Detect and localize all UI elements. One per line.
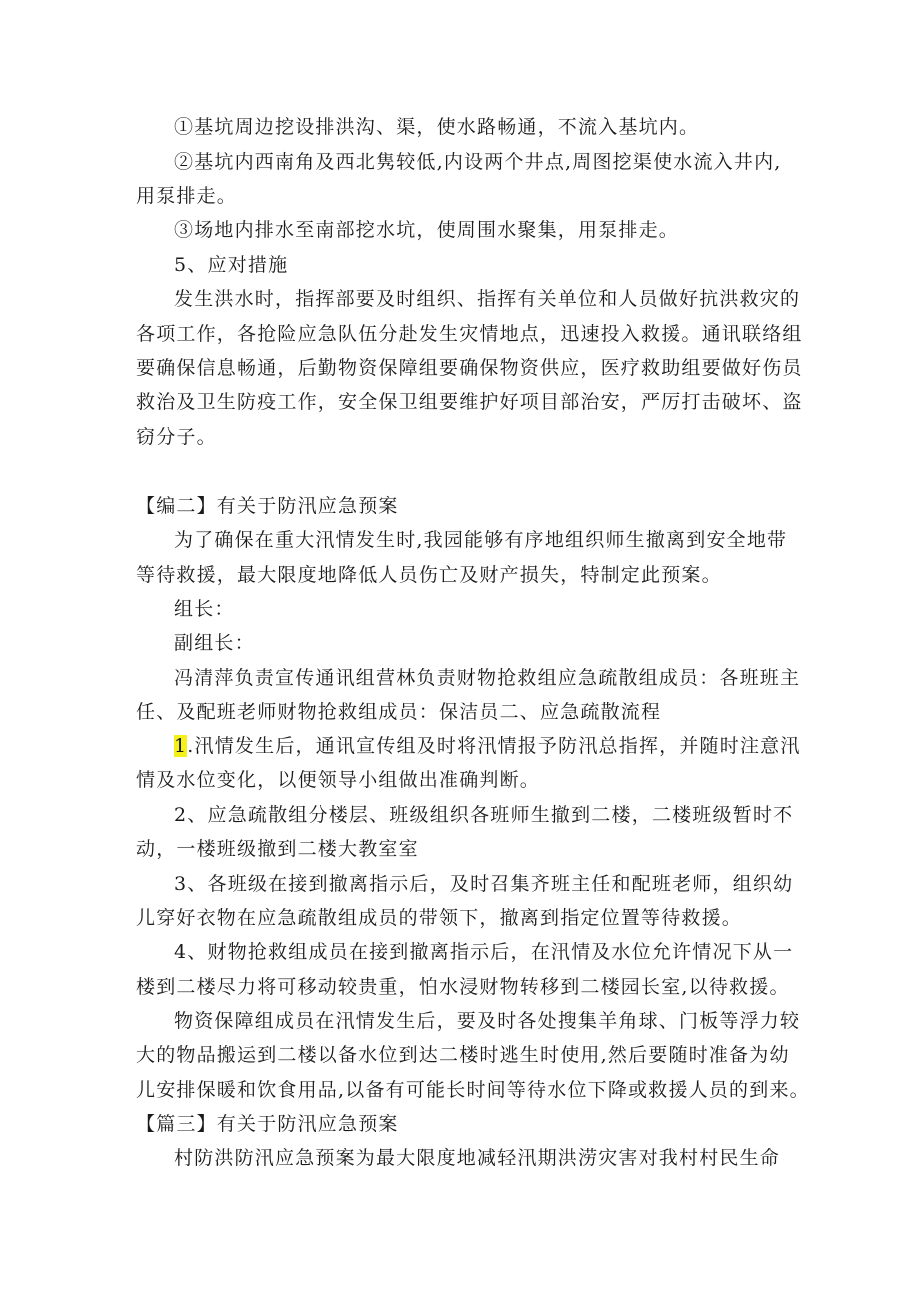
text-line: 发生洪水时，指挥部要及时组织、指挥有关单位和人员做好抗洪救灾的 <box>174 288 801 310</box>
text-line: 物资保障组成员在汛情发生后，要及时各处搜集羊角球、门板等浮力较 <box>174 1010 801 1032</box>
text-line: 情及水位变化，以便领导小组做出准确判断。 <box>136 769 541 791</box>
highlighted-number: 1 <box>174 735 188 757</box>
text-line: 组长： <box>174 598 235 620</box>
text-line: 儿穿好衣物在应急疏散组成员的带领下，撤离到指定位置等待救援。 <box>136 907 743 929</box>
text-line: 冯清萍负责宣传通讯组营林负责财物抢救组应急疏散组成员：各班班主 <box>174 667 801 689</box>
text-line: 副组长： <box>174 632 255 654</box>
text-line: 大的物品搬运到二楼以备水位到达二楼时逃生时使用,然后要随时准备为幼 <box>136 1044 790 1066</box>
text-line: 要确保信息畅通，后勤物资保障组要确保物资供应，医疗救助组要做好伤员 <box>136 357 803 379</box>
text-line: 任、及配班老师财物抢救组成员：保洁员二、应急疏散流程 <box>136 701 662 723</box>
article-heading: 【编二】有关于防汛应急预案 <box>136 495 399 517</box>
text-line: 楼到二楼尽力将可移动较贵重，怕水浸财物转移到二楼园长室,以待救援。 <box>136 976 790 998</box>
text-line: 救治及卫生防疫工作，安全保卫组要维护好项目部治安，严厉打击破坏、盗 <box>136 391 803 413</box>
text-line: ②基坑内西南角及西北隽较低,内设两个井点,周图挖渠使水流入井内, <box>174 151 782 173</box>
article-heading: 【篇三】有关于防汛应急预案 <box>136 1113 399 1135</box>
text-line: 动，一楼班级撤到二楼大教室室 <box>136 838 419 860</box>
text-line-rest: .汛情发生后，通讯宣传组及时将汛情报予防汛总指挥，并随时注意汛 <box>187 735 801 757</box>
text-line: 各项工作，各抢险应急队伍分赴发生灾情地点，迅速投入救援。通讯联络组 <box>136 323 803 345</box>
text-line: 窃分子。 <box>136 426 217 448</box>
text-line: 为了确保在重大汛情发生时,我园能够有序地组织师生撤离到安全地带 <box>174 529 788 551</box>
text-line: 4、财物抢救组成员在接到撤离指示后，在汛情及水位允许情况下从一 <box>174 941 794 963</box>
text-line: 2、应急疏散组分楼层、班级组织各班师生撤到二楼，二楼班级暂时不 <box>174 804 794 826</box>
text-line: 等待救援，最大限度地降低人员伤亡及财产损失，特制定此预案。 <box>136 564 722 586</box>
text-line: ③场地内排水至南部挖水坑，使周围水聚集，用泵排走。 <box>174 219 680 241</box>
text-line <box>174 734 834 758</box>
text-line: ①基坑周边挖设排洪沟、渠，使水路畅通，不流入基坑内。 <box>174 116 700 138</box>
text-line: 用泵排走。 <box>136 185 238 207</box>
text-line: 儿安排保暖和饮食用品,以备有可能长时间等待水位下降或救援人员的到来。 <box>136 1079 810 1101</box>
section-heading: 5、应对措施 <box>174 254 289 276</box>
text-line: 村防洪防汛应急预案为最大限度地减轻汛期洪涝灾害对我村村民生命 <box>174 1147 781 1169</box>
text-line: 3、各班级在接到撤离指示后，及时召集齐班主任和配班老师，组织幼 <box>174 873 794 895</box>
